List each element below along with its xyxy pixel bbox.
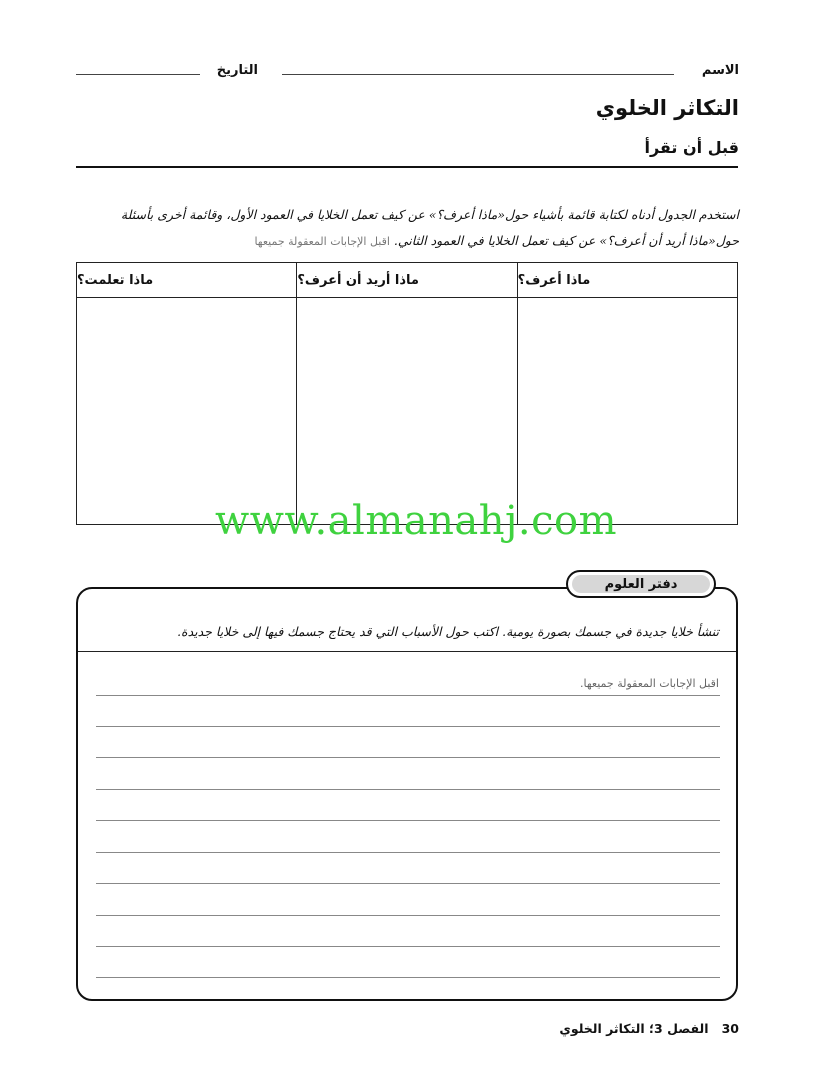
page-title: التكاثر الخلوي — [595, 96, 739, 120]
prompt-divider — [78, 651, 736, 652]
kwl-header-learned: ماذا تعلمت؟ — [77, 263, 296, 298]
answer-note: اقبل الإجابات المعقولة جميعها — [254, 235, 390, 248]
kwl-header-know: ماذا أعرف؟ — [518, 263, 737, 298]
kwl-header-want: ماذا أريد أن أعرف؟ — [297, 263, 516, 298]
answer-line[interactable] — [96, 852, 720, 853]
instructions — [69, 202, 739, 255]
notebook-tab-label: دفتر العلوم — [604, 576, 678, 592]
answer-line[interactable] — [96, 757, 720, 758]
answer-line[interactable] — [96, 977, 720, 978]
answer-line[interactable] — [96, 820, 720, 821]
kwl-cell-want[interactable] — [297, 298, 516, 524]
title-rule — [76, 166, 738, 168]
notebook-tab — [566, 570, 716, 598]
answer-line[interactable] — [96, 915, 720, 916]
answer-line[interactable] — [96, 789, 720, 790]
kwl-table — [76, 262, 738, 525]
answer-line[interactable] — [96, 726, 720, 727]
notebook-prompt: تنشأ خلايا جديدة في جسمك بصورة يومية. اكتب حول الأسباب التي قد يحتاج جسمك فيها إلى خلايا جديدة. — [177, 624, 719, 639]
kwl-column-know — [517, 263, 737, 524]
instructions-line-2 — [69, 228, 739, 255]
notebook-answer-hint: اقبل الإجابات المعقولة جميعها. — [580, 677, 719, 690]
page-footer — [559, 1021, 739, 1036]
science-notebook-box — [76, 587, 738, 1001]
kwl-cell-know[interactable] — [518, 298, 737, 524]
instructions-line-1: استخدم الجدول أدناه لكتابة قائمة بأشياء حول«ماذا أعرف؟» عن كيف تعمل الخلايا في العمود الأول، وقائمة أخرى بأسئلة — [120, 207, 739, 222]
page-number: 30 — [721, 1021, 739, 1036]
section-subtitle: قبل أن تقرأ — [644, 138, 739, 157]
kwl-cell-learned[interactable] — [77, 298, 296, 524]
answer-line[interactable] — [96, 695, 720, 696]
answer-line[interactable] — [96, 883, 720, 884]
kwl-column-want — [296, 263, 516, 524]
watermark-text: www.almanahj.com — [215, 498, 618, 544]
instructions-line-2-text: حول«ماذا أريد أن أعرف؟» عن كيف تعمل الخلايا في العمود الثاني. — [393, 233, 739, 248]
date-field[interactable] — [76, 74, 200, 75]
kwl-column-learned — [77, 263, 296, 524]
name-label: الاسم — [701, 63, 739, 78]
answer-line[interactable] — [96, 946, 720, 947]
chapter-label: الفصل 3؛ التكاثر الخلوي — [559, 1021, 709, 1036]
name-field[interactable] — [282, 74, 674, 75]
date-label: التاريخ — [216, 63, 258, 78]
